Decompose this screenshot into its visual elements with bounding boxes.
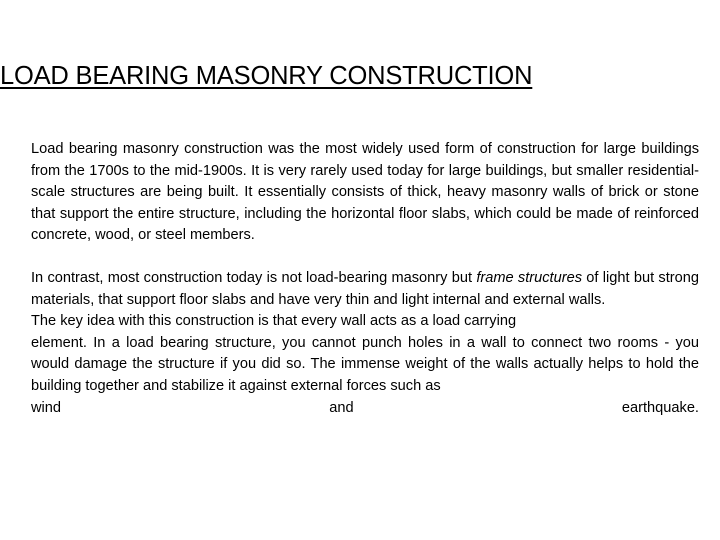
last-word-wind: wind: [31, 399, 62, 416]
body-text: [31, 139, 699, 419]
last-word-earthquake: earthquake.: [621, 399, 699, 416]
paragraph-load-bearing-history: Load bearing masonry construction was the most widely used form of construction for large buildings from the 1700s to the mid-1900s. It is very rarely used today for large buildings, but smaller residential-scale structures are being built. It essentially consists of thick, heavy masonry walls of brick or stone that support the entire structure, including the horizontal floor slabs, which could be made of reinforced concrete, wood, or steel members.: [31, 141, 699, 244]
frame-text-start: In contrast, most construction today is not load-bearing masonry but: [31, 269, 477, 286]
frame-structures-emphasis: frame structures: [476, 269, 582, 286]
slide-title: LOAD BEARING MASONRY CONSTRUCTION: [0, 62, 533, 90]
frame-text-end: of light but strong materials, that support floor slabs and have very thin and light internal and external walls.: [31, 269, 699, 308]
paragraph-key-idea-last-line: [31, 398, 699, 420]
paragraph-key-idea-first-line: The key idea with this construction is that every wall acts as a load carrying: [31, 313, 517, 330]
paragraph-spacer: [31, 247, 699, 268]
paragraph-frame-structures: [31, 268, 699, 311]
paragraph-key-idea: element. In a load bearing structure, you cannot punch holes in a wall to connect two rooms - you would damage the structure if you did so. The immense weight of the walls actually helps to hold the building together and stabilize it against external forces such as: [31, 334, 699, 394]
last-word-and: and: [329, 399, 354, 416]
